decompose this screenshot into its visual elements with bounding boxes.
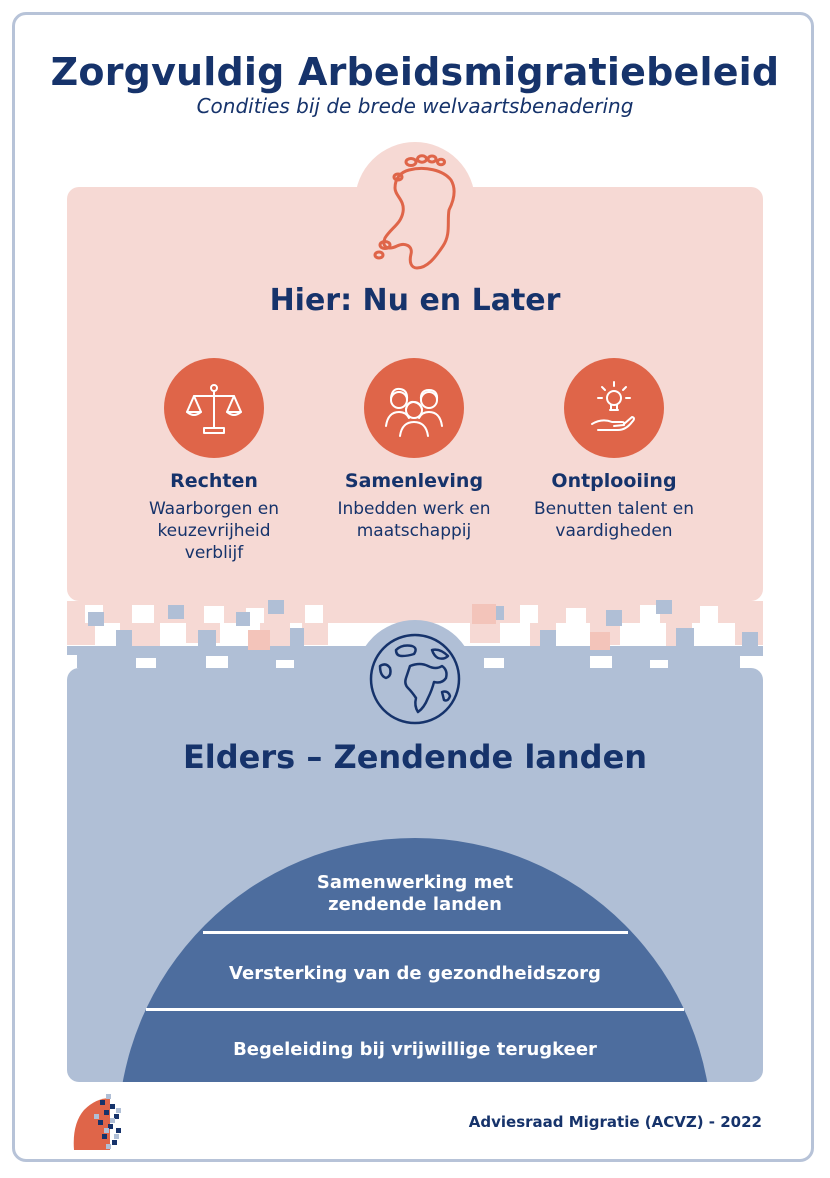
samenleving-desc-line: maatschappij	[356, 521, 472, 541]
samenleving-description	[314, 498, 514, 542]
column-samenleving	[314, 358, 514, 542]
layer-gezondheidszorg: Versterking van de gezondheidszorg	[229, 963, 601, 984]
elsewhere-title: Elders – Zendende landen	[182, 738, 648, 776]
layer-text-line: zendende landen	[328, 894, 502, 915]
rechten-icon-circle	[164, 358, 264, 458]
acvz-logo-icon	[70, 1094, 122, 1150]
dome-divider	[203, 931, 628, 934]
layer-terugkeer: Begeleiding bij vrijwillige terugkeer	[233, 1039, 597, 1060]
samenleving-desc-line: Inbedden werk en	[337, 499, 491, 519]
people-icon	[384, 378, 444, 438]
page-title: Zorgvuldig Arbeidsmigratiebeleid	[50, 50, 780, 94]
here-title: Hier: Nu en Later	[269, 283, 561, 318]
rechten-desc-line: verblijf	[184, 543, 244, 563]
rechten-heading: Rechten	[170, 470, 258, 492]
ontplooiing-heading: Ontplooiing	[551, 470, 677, 492]
dome-divider	[146, 1008, 684, 1011]
rechten-description	[114, 498, 314, 564]
column-rechten	[114, 358, 314, 564]
rechten-desc-line: keuzevrijheid	[157, 521, 271, 541]
globe-icon	[362, 626, 468, 732]
layer-samenwerking	[0, 872, 830, 916]
ontplooiing-icon-circle	[564, 358, 664, 458]
ontplooiing-desc-line: Benutten talent en	[534, 499, 694, 519]
column-ontplooiing	[514, 358, 714, 542]
rechten-desc-line: Waarborgen en	[148, 499, 280, 519]
layer-text-line: Samenwerking met	[316, 872, 514, 893]
netherlands-footprint-icon	[365, 150, 465, 280]
ontplooiing-description	[514, 498, 714, 542]
samenleving-icon-circle	[364, 358, 464, 458]
scales-icon	[184, 378, 244, 438]
page-subtitle: Condities bij de brede welvaartsbenadering	[196, 94, 634, 118]
samenleving-heading: Samenleving	[344, 470, 484, 492]
footer-credit: Adviesraad Migratie (ACVZ) - 2022	[468, 1113, 762, 1131]
lightbulb-hand-icon	[584, 378, 644, 438]
ontplooiing-desc-line: vaardigheden	[555, 521, 673, 541]
